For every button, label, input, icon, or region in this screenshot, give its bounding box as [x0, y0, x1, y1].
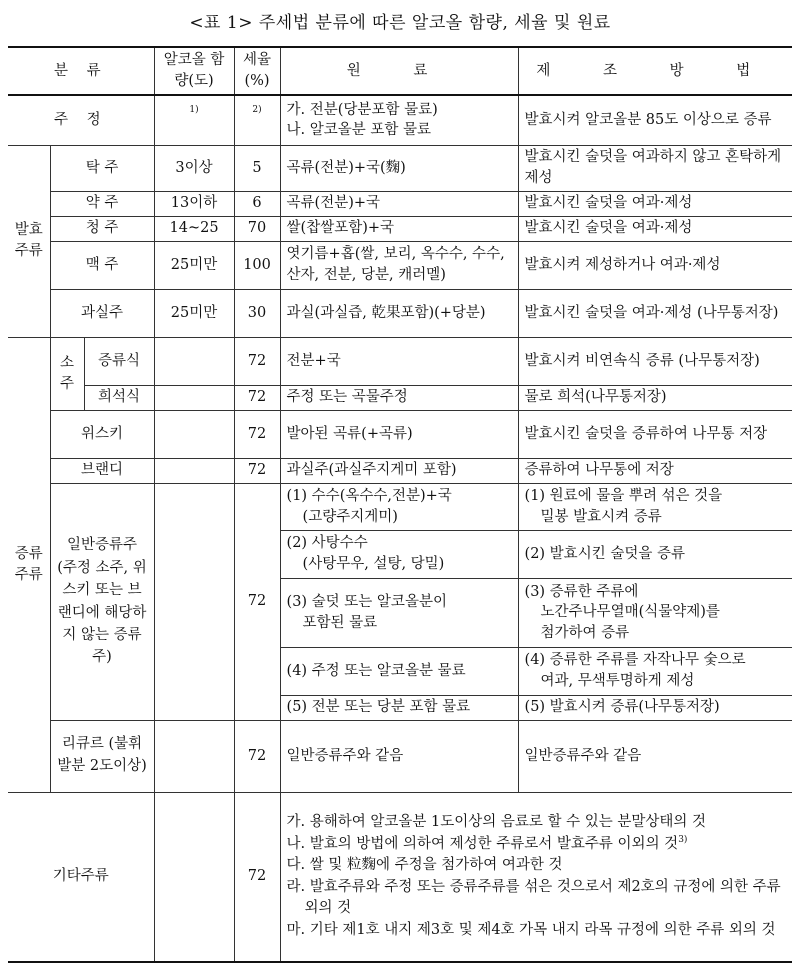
method-line: 노간주나무열매(식물약제)를 — [540, 604, 720, 621]
fermented-tax: 70 — [234, 216, 280, 241]
fermented-ingredient: 과실(과실즙, 乾果포함)(+당분) — [280, 289, 518, 337]
brandy-ingredient: 과실주(과실주지게미 포함) — [280, 458, 518, 483]
footnote-mark: 3) — [678, 835, 688, 846]
ingredient-line: 가. 전분(당분포함 물료) — [286, 101, 438, 118]
fermented-method: 발효시킨 술덧을 여과하지 않고 혼탁하게 제성 — [518, 145, 792, 191]
fermented-method: 발효시킨 술덧을 여과·제성 — [518, 216, 792, 241]
fermented-name: 약 주 — [50, 191, 154, 216]
fermented-tax: 6 — [234, 191, 280, 216]
general-method — [518, 530, 792, 578]
distilled-group-label: 증류 주류 — [8, 337, 50, 792]
table-row — [8, 458, 792, 483]
liqueur-ingredient: 일반증류주와 같음 — [280, 720, 518, 792]
fermented-tax: 30 — [234, 289, 280, 337]
general-distilled-tax: 72 — [234, 483, 280, 720]
ingredient-line: 나. 알코올분 포함 물료 — [286, 122, 432, 139]
method-line: (5) 발효시켜 증류(나무통저장) — [524, 699, 720, 716]
soju-distilled-ingredient: 전분+국 — [280, 337, 518, 385]
brandy-alcohol — [154, 458, 234, 483]
header-ingredient: 원 료 — [280, 47, 518, 95]
general-ingredient — [280, 695, 518, 720]
brandy-tax: 72 — [234, 458, 280, 483]
fermented-name: 청 주 — [50, 216, 154, 241]
table-row — [8, 385, 792, 410]
general-method — [518, 483, 792, 530]
table-row — [8, 792, 792, 962]
general-method — [518, 695, 792, 720]
other-tax: 72 — [234, 792, 280, 962]
fermented-method: 발효시켜 제성하거나 여과·제성 — [518, 241, 792, 289]
fermented-alcohol: 13이하 — [154, 191, 234, 216]
header-category: 분 류 — [8, 47, 154, 95]
soju-diluted-ingredient: 주정 또는 곡물주정 — [280, 385, 518, 410]
fermented-method: 발효시킨 술덧을 여과·제성 (나무통저장) — [518, 289, 792, 337]
general-distilled-alcohol — [154, 483, 234, 720]
whisky-alcohol — [154, 410, 234, 458]
liqueur-method: 일반증류주와 같음 — [518, 720, 792, 792]
ingredient-line: (고량주지게미) — [302, 508, 398, 525]
table-row — [8, 145, 792, 191]
ingredient-line: (3) 술덧 또는 알코올분이 — [286, 593, 447, 610]
fermented-name: 과실주 — [50, 289, 154, 337]
method-line: (4) 증류한 주류를 자작나무 숯으로 — [524, 652, 746, 669]
fermented-alcohol: 25미만 — [154, 241, 234, 289]
soju-diluted-method: 물로 희석(나무통저장) — [518, 385, 792, 410]
jujeong-label: 주 정 — [8, 95, 154, 145]
ingredient-line: (사탕무우, 설탕, 당밀) — [302, 556, 445, 572]
ingredient-line: 포함된 물료 — [302, 614, 378, 631]
brandy-method: 증류하여 나무통에 저장 — [518, 458, 792, 483]
soju-distilled-method: 발효시켜 비연속식 증류 (나무통저장) — [518, 337, 792, 385]
fermented-alcohol: 14~25 — [154, 216, 234, 241]
brandy-name: 브랜디 — [50, 458, 154, 483]
liqueur-alcohol — [154, 720, 234, 792]
general-method — [518, 647, 792, 695]
table-row — [8, 720, 792, 792]
table-row — [8, 410, 792, 458]
fermented-name: 탁 주 — [50, 145, 154, 191]
fermented-ingredient: 엿기름+홉(쌀, 보리, 옥수수, 수수, 산자, 전분, 당분, 캐러멜) — [280, 241, 518, 289]
soju-distilled-name: 증류식 — [84, 337, 154, 385]
general-method — [518, 578, 792, 647]
table-row — [8, 95, 792, 145]
general-ingredient — [280, 647, 518, 695]
table-title: <표 1> 주세법 분류에 따른 알코올 함량, 세율 및 원료 — [189, 13, 611, 33]
liqueur-name: 리큐르 (불휘발분 2도이상) — [50, 720, 154, 792]
table-row — [8, 289, 792, 337]
header-alcohol: 알코올 함량(도) — [154, 47, 234, 95]
table-row — [8, 483, 792, 530]
jujeong-tax: 2) — [234, 95, 280, 145]
other-alcohol — [154, 792, 234, 962]
other-item: 다. 쌀 및 粒麴에 주정을 첨가하여 여과한 것 — [286, 857, 563, 874]
jujeong-method: 발효시켜 알코올분 85도 이상으로 증류 — [518, 95, 792, 145]
general-distilled-name: 일반증류주 (주정 소주, 위스키 또는 브랜디에 해당하지 않는 증류주) — [50, 483, 154, 720]
other-item-text: 나. 발효의 방법에 의하여 제성한 주류로서 발효주류 이외의 것 — [286, 835, 679, 852]
method-line: (2) 발효시킨 술덧을 증류 — [524, 545, 685, 562]
table-row — [8, 241, 792, 289]
ingredient-line: (2) 사탕수수 — [286, 535, 368, 552]
ingredient-line: (5) 전분 또는 당분 포함 물료 — [286, 699, 471, 716]
fermented-tax: 100 — [234, 241, 280, 289]
fermented-ingredient: 곡류(전분)+국 — [280, 191, 518, 216]
other-items — [280, 792, 792, 962]
other-item — [287, 834, 787, 855]
general-ingredient — [280, 530, 518, 578]
table-row — [8, 337, 792, 385]
whisky-method: 발효시킨 술덧을 증류하여 나무통 저장 — [518, 410, 792, 458]
header-tax: 세율 (%) — [234, 47, 280, 95]
soju-distilled-alcohol — [154, 337, 234, 385]
table-row — [8, 216, 792, 241]
soju-distilled-tax: 72 — [234, 337, 280, 385]
fermented-ingredient: 곡류(전분)+국(麴) — [280, 145, 518, 191]
liquor-classification-table — [8, 46, 792, 963]
method-line: (1) 원료에 물을 뿌려 섞은 것을 — [524, 487, 723, 504]
method-line: 첨가하여 증류 — [540, 624, 630, 641]
header-method: 제 조 방 법 — [518, 47, 792, 95]
method-line: 밀봉 발효시켜 증류 — [540, 508, 662, 525]
method-line: (3) 증류한 주류에 — [524, 583, 639, 600]
jujeong-alcohol: 1) — [154, 95, 234, 145]
fermented-alcohol: 3이상 — [154, 145, 234, 191]
fermented-method: 발효시킨 술덧을 여과·제성 — [518, 191, 792, 216]
whisky-name: 위스키 — [50, 410, 154, 458]
soju-label: 소주 — [50, 337, 84, 410]
other-item: 가. 용해하여 알코올분 1도이상의 음료로 할 수 있는 분말상태의 것 — [286, 814, 707, 831]
general-ingredient — [280, 578, 518, 647]
table-row — [8, 191, 792, 216]
jujeong-ingredient — [280, 95, 518, 145]
soju-diluted-tax: 72 — [234, 385, 280, 410]
other-item: 마. 기타 제1호 내지 제3호 및 제4호 가목 내지 라목 규정에 의한 주류 외의 것 — [286, 921, 776, 938]
method-line: 여과, 무색투명하게 제성 — [540, 673, 695, 689]
general-ingredient — [280, 483, 518, 530]
header-row — [8, 47, 792, 95]
soju-diluted-alcohol — [154, 385, 234, 410]
fermented-name: 맥 주 — [50, 241, 154, 289]
whisky-ingredient: 발아된 곡류(+곡류) — [280, 410, 518, 458]
ingredient-line: (1) 수수(옥수수,전분)+국 — [286, 487, 452, 504]
soju-diluted-name: 희석식 — [84, 385, 154, 410]
fermented-tax: 5 — [234, 145, 280, 191]
whisky-tax: 72 — [234, 410, 280, 458]
other-name: 기타주류 — [8, 792, 154, 962]
liqueur-tax: 72 — [234, 720, 280, 792]
fermented-ingredient: 쌀(찹쌀포함)+국 — [280, 216, 518, 241]
ingredient-line: (4) 주정 또는 알코올분 물료 — [286, 662, 466, 679]
fermented-alcohol: 25미만 — [154, 289, 234, 337]
fermented-group-label: 발효 주류 — [8, 145, 50, 337]
other-item: 라. 발효주류와 주정 또는 증류주류를 섞은 것으로서 제2호의 규정에 의한 주류외의 것 — [286, 878, 781, 917]
